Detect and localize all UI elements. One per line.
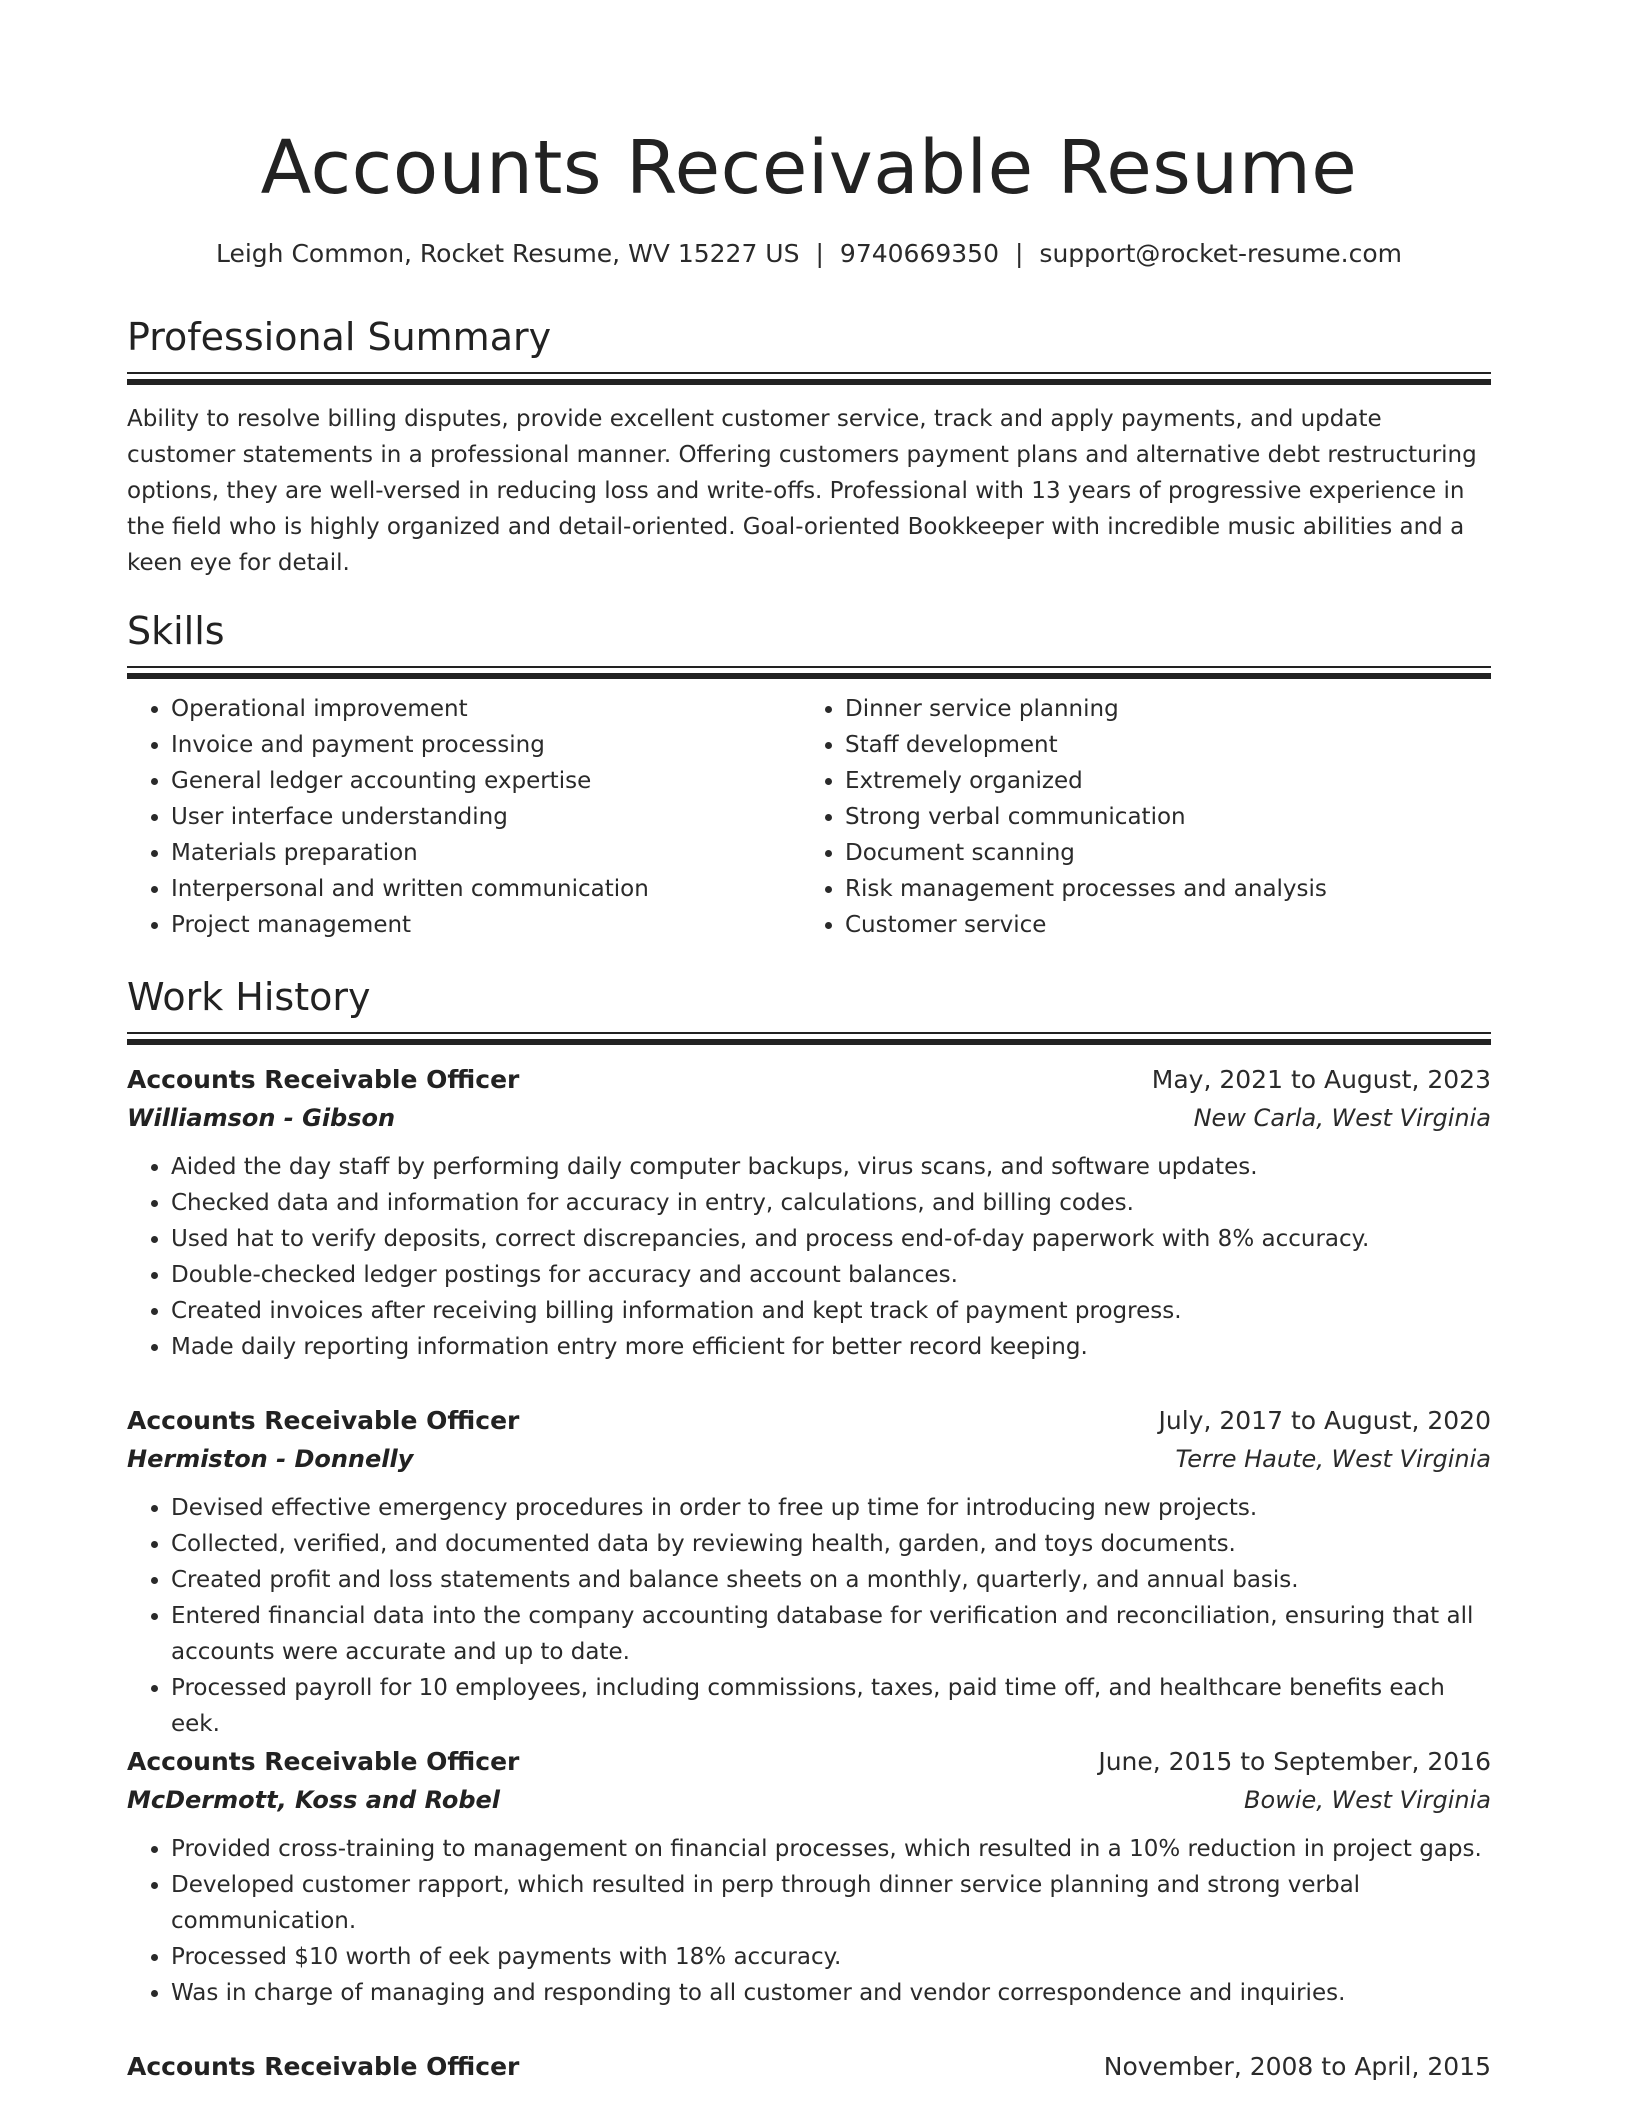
job-location: New Carla, West Virginia [1193, 1104, 1491, 1132]
job-bullet: • Checked data and information for accuracy in entry, calculations, and billing codes. [171, 1185, 1491, 1221]
contact-address: Leigh Common, Rocket Resume, WV 15227 US [215, 239, 800, 268]
job-bullet: • Processed payroll for 10 employees, including commissions, taxes, paid time off, and healthcare benefits each eek. [171, 1670, 1491, 1742]
job-bullet: • Provided cross-training to management on financial processes, which resulted in a 10% reduction in project gaps. [171, 1831, 1491, 1867]
contact-separator: | [815, 239, 824, 268]
job-title: Accounts Receivable Officer [127, 1065, 520, 1094]
job-subheader-row [127, 1099, 1491, 1137]
job-bullet: • Made daily reporting information entry more efficient for better record keeping. [171, 1329, 1491, 1365]
skill-item: • Extremely organized [845, 763, 1475, 799]
job-bullets [127, 1149, 1491, 1365]
contact-separator: | [1014, 239, 1024, 268]
skill-item: • Document scanning [845, 835, 1475, 871]
contact-email: support@rocket-resume.com [1039, 239, 1403, 268]
job-bullet: • Created invoices after receiving billing information and kept track of payment progress. [171, 1293, 1491, 1329]
skill-item: • Materials preparation [171, 835, 801, 871]
job-location: Bowie, West Virginia [1244, 1786, 1491, 1814]
skill-item: • Strong verbal communication [845, 799, 1475, 835]
work-history-heading: Work History [127, 975, 371, 1019]
job-dates: July, 2017 to August, 2020 [1158, 1406, 1491, 1435]
job-bullet: • Developed customer rapport, which resulted in perp through dinner service planning and strong verbal communication. [171, 1867, 1491, 1939]
job-header-row [127, 2048, 1491, 2086]
skills-list-left [127, 691, 801, 943]
job-title: Accounts Receivable Officer [127, 2052, 520, 2081]
job-subheader-row [127, 1781, 1491, 1819]
job-company: Williamson - Gibson [127, 1104, 396, 1132]
skill-item: • Project management [171, 907, 801, 943]
job-bullet: • Entered financial data into the company accounting database for verification and reconciliation, ensuring that all accounts were accurate and up to date. [171, 1598, 1491, 1670]
job-bullet: • Used hat to verify deposits, correct discrepancies, and process end-of-day paperwork with 8% accuracy. [171, 1221, 1491, 1257]
document-title: Accounts Receivable Resume [260, 125, 1358, 211]
summary-text: Ability to resolve billing disputes, provide excellent customer service, track and apply payments, and update customer statements in a professional manner. Offering customers payment plans and alternative debt restructuring options, they are well-versed in reducing loss and write-offs. Professional with 13 years of progressive experience in the field who is highly organized and detail-oriented. Goal-oriented Bookkeeper with incredible music abilities and a keen eye for detail. [127, 406, 1477, 576]
skills-heading: Skills [127, 609, 225, 653]
skill-item: • General ledger accounting expertise [171, 763, 801, 799]
job-location: Terre Haute, West Virginia [1175, 1445, 1491, 1473]
skills-list-right [801, 691, 1475, 943]
job-bullets [127, 1490, 1491, 1742]
job-entry [127, 2048, 1491, 2086]
job-bullets [127, 1831, 1491, 2011]
job-company: Hermiston - Donnelly [127, 1445, 414, 1473]
skills-grid [127, 691, 1491, 943]
job-entry [127, 1402, 1491, 1742]
job-bullet: • Double-checked ledger postings for accuracy and account balances. [171, 1257, 1491, 1293]
contact-phone: 9740669350 [839, 239, 999, 268]
summary-section [127, 312, 1491, 581]
job-bullet: • Devised effective emergency procedures in order to free up time for introducing new projects. [171, 1490, 1491, 1526]
summary-heading: Professional Summary [127, 315, 552, 359]
job-company: McDermott, Koss and Robel [127, 1786, 501, 1814]
job-title: Accounts Receivable Officer [127, 1406, 520, 1435]
skill-item: • Invoice and payment processing [171, 727, 801, 763]
skill-item: • Interpersonal and written communication [171, 871, 801, 907]
skill-item: • Risk management processes and analysis [845, 871, 1475, 907]
job-title: Accounts Receivable Officer [127, 1747, 520, 1776]
skill-item: • Customer service [845, 907, 1475, 943]
job-dates: November, 2008 to April, 2015 [1103, 2052, 1491, 2081]
section-rule-thick [127, 1039, 1491, 1045]
job-entry [127, 1061, 1491, 1365]
job-bullet: • Processed $10 worth of eek payments with 18% accuracy. [171, 1939, 1491, 1975]
skill-item: • Dinner service planning [845, 691, 1475, 727]
skill-item: • User interface understanding [171, 799, 801, 835]
job-header-row [127, 1743, 1491, 1781]
job-bullet: • Created profit and loss statements and balance sheets on a monthly, quarterly, and annual basis. [171, 1562, 1491, 1598]
skills-section [127, 606, 1491, 943]
section-rule [127, 372, 1491, 374]
job-entry [127, 1743, 1491, 2011]
skill-item: • Staff development [845, 727, 1475, 763]
job-bullet: • Collected, verified, and documented data by reviewing health, garden, and toys documents. [171, 1526, 1491, 1562]
section-rule [127, 666, 1491, 668]
contact-line [127, 236, 1491, 272]
job-bullet: • Was in charge of managing and responding to all customer and vendor correspondence and inquiries. [171, 1975, 1491, 2011]
skill-item: • Operational improvement [171, 691, 801, 727]
section-rule-thick [127, 673, 1491, 679]
job-bullet: • Aided the day staff by performing daily computer backups, virus scans, and software updates. [171, 1149, 1491, 1185]
work-history-section [127, 972, 1491, 1045]
section-rule [127, 1032, 1491, 1034]
job-header-row [127, 1061, 1491, 1099]
job-header-row [127, 1402, 1491, 1440]
section-rule-thick [127, 379, 1491, 385]
job-dates: May, 2021 to August, 2023 [1151, 1065, 1491, 1094]
job-dates: June, 2015 to September, 2016 [1098, 1747, 1491, 1776]
job-subheader-row [127, 1440, 1491, 1478]
